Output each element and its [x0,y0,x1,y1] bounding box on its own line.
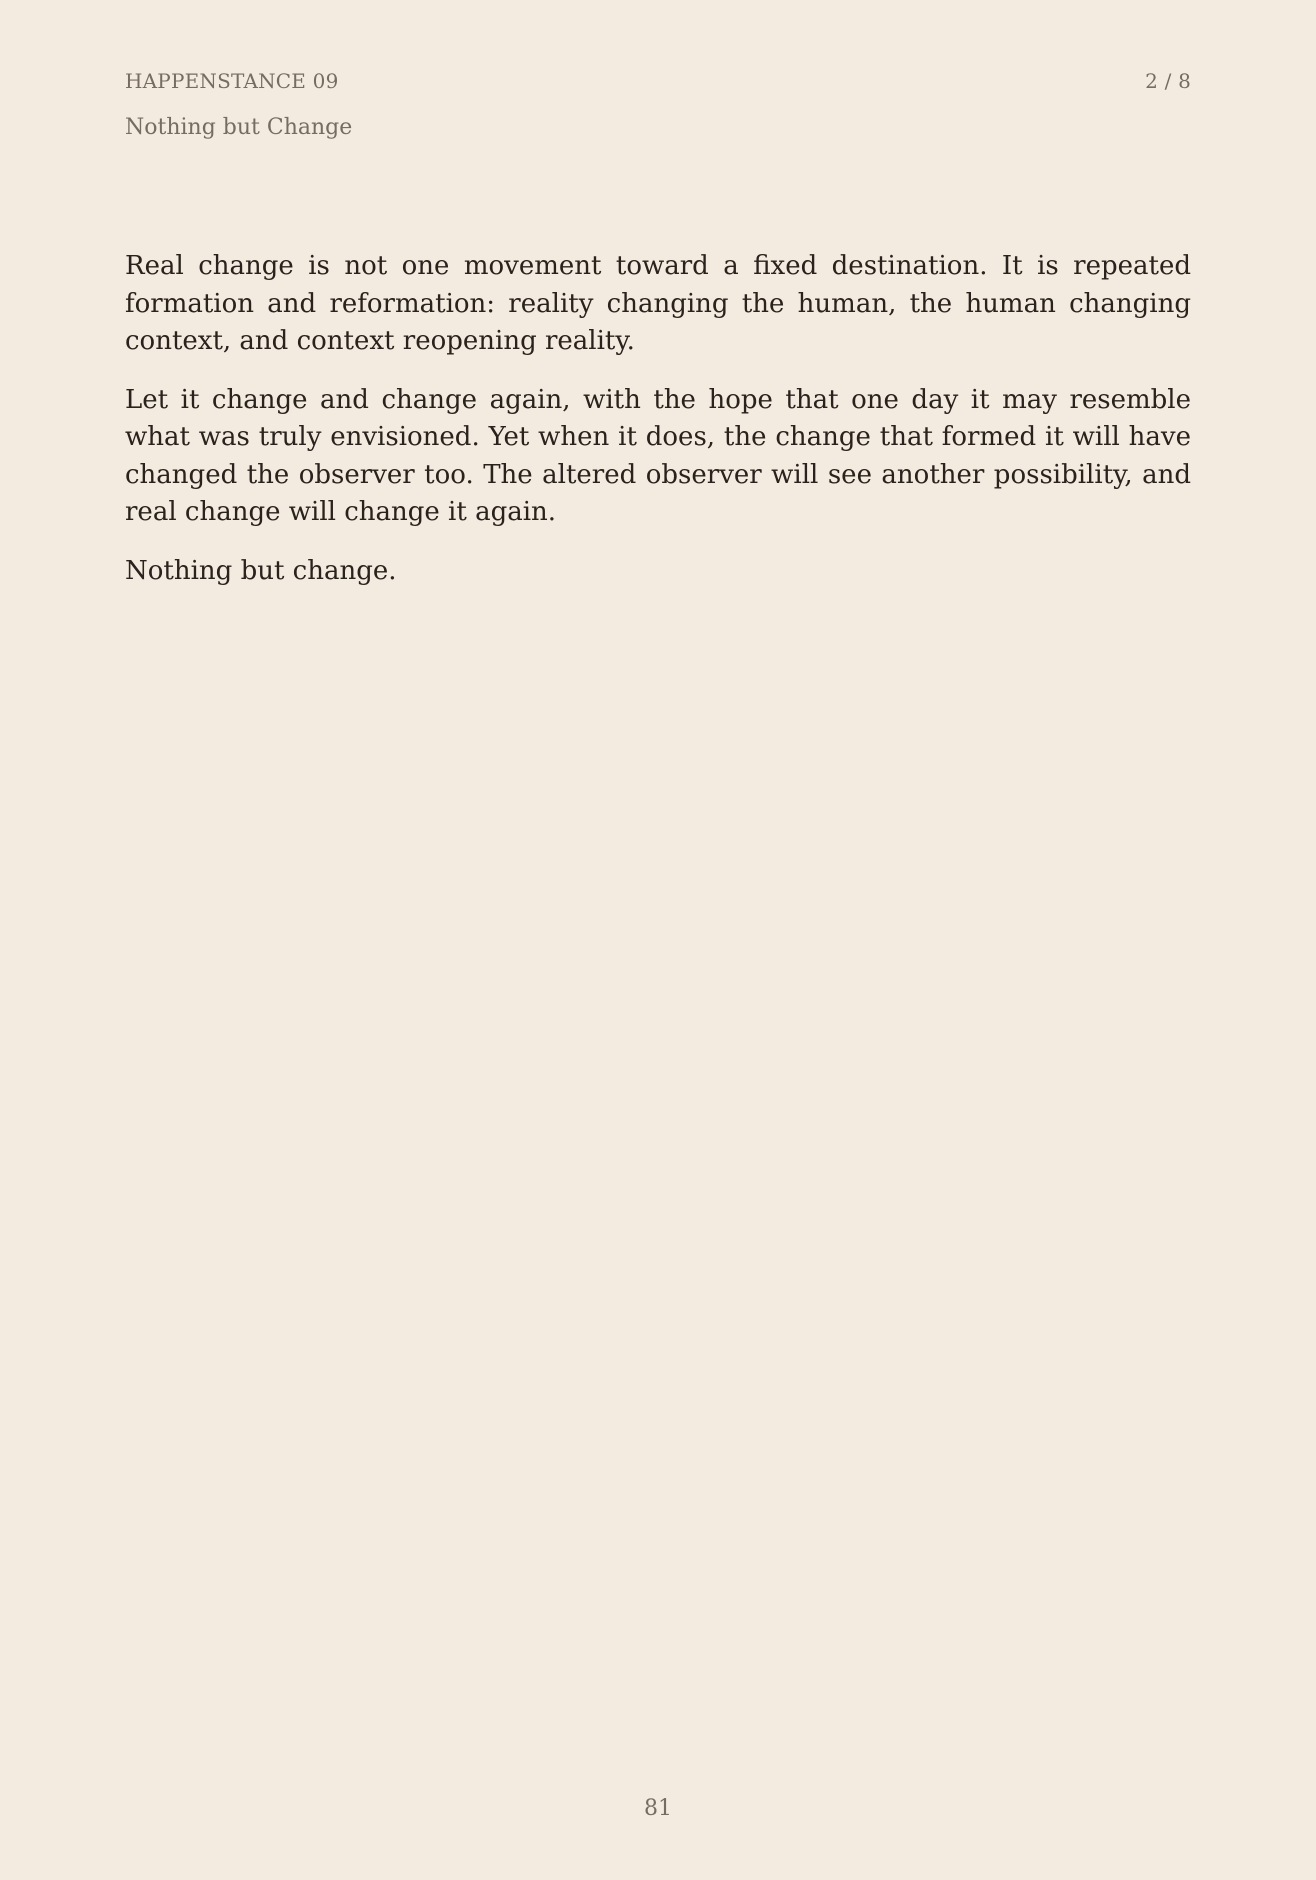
paragraph: Real change is not one movement toward a fixed destination. It is repeated formation and reformation: reality changing the human, the human changing context, and context reopening reality. [125,251,1191,356]
chapter-title: Nothing but Change [125,115,353,140]
body-text [125,248,1191,611]
running-head [125,68,1191,94]
book-label: HAPPENSTANCE 09 [125,69,339,93]
paragraph: Nothing but change. [125,555,397,586]
progress-indicator: 2 / 8 [1145,69,1191,93]
page-number: 81 [644,1796,672,1821]
paragraph: Let it change and change again, with the hope that one day it may resemble what was truly envisioned. Yet when it does, the change that formed it will have changed the observer too. The altered observer will see another possibility, and real change will change it again. [125,384,1191,527]
